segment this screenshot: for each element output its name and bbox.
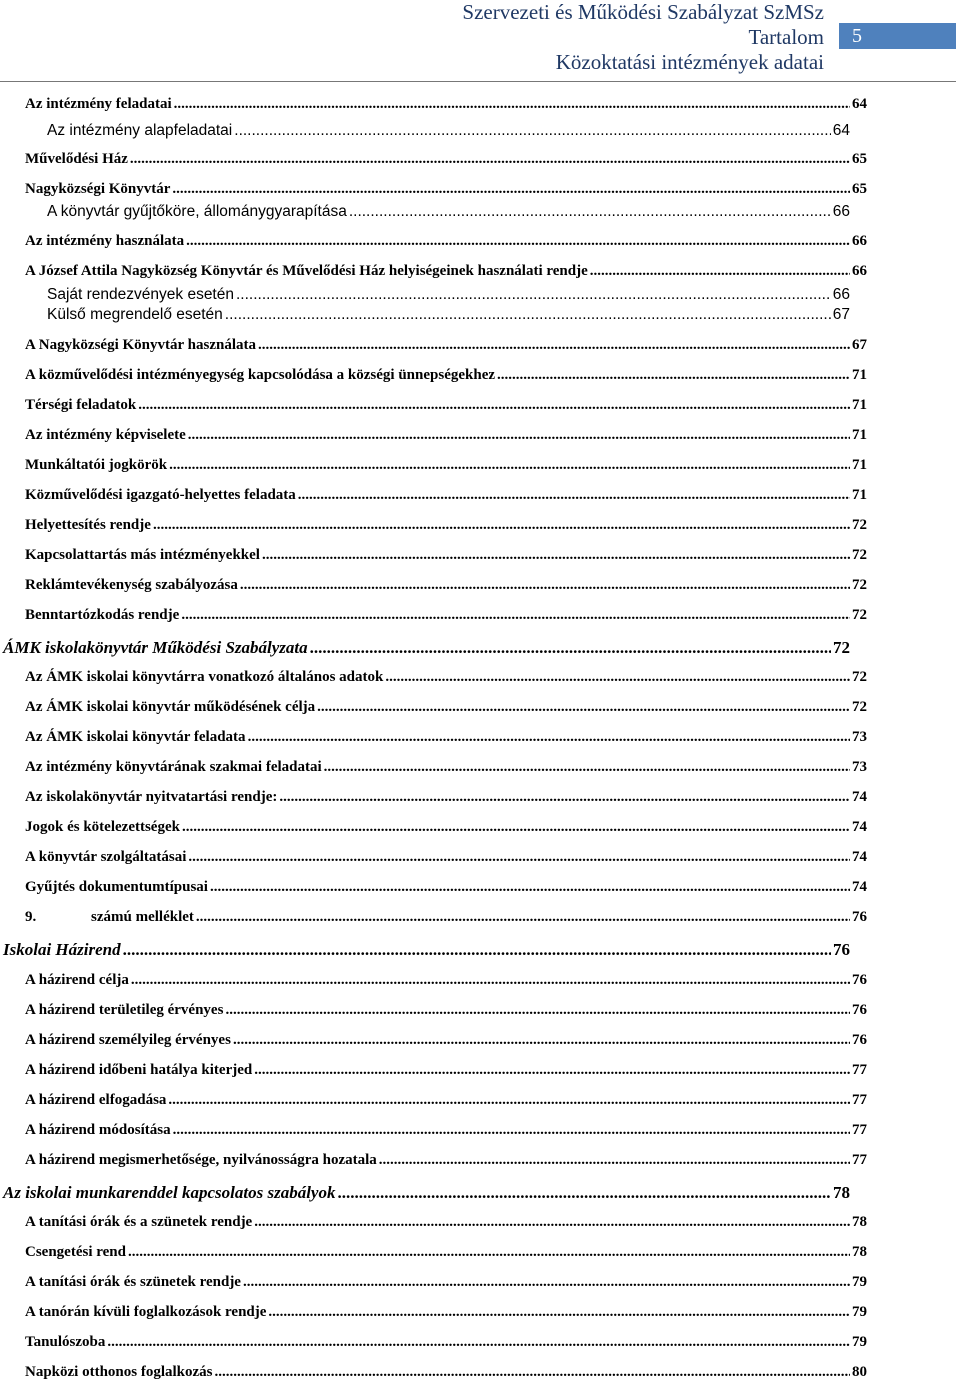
toc-entry[interactable]: [47, 203, 850, 229]
toc-entry[interactable]: [25, 972, 867, 998]
toc-entry-title: Az iskolai munkarenddel kapcsolatos szabályok: [3, 1183, 336, 1202]
dot-leader: [240, 577, 850, 594]
toc-entry-title: Benntartózkodás rendje: [25, 607, 180, 623]
toc-entry[interactable]: [25, 729, 867, 755]
toc-entry-title: A házirend elfogadása: [25, 1092, 167, 1108]
toc-entry-page: 79: [852, 1304, 867, 1320]
toc-entry-page: 78: [852, 1214, 867, 1230]
toc-entry-page: 72: [852, 607, 867, 623]
toc-entry[interactable]: [25, 233, 867, 259]
dot-leader: [169, 457, 850, 474]
toc-entry-title: Tanulószoba: [25, 1334, 106, 1350]
dot-leader: [262, 547, 850, 564]
toc-entry-page: 78: [852, 1244, 867, 1260]
toc-entry-title: Reklámtevékenység szabályozása: [25, 577, 238, 593]
toc-entry[interactable]: [3, 940, 850, 966]
toc-entry-title: Napközi otthonos foglalkozás: [25, 1364, 213, 1380]
toc-entry-page: 78: [833, 1183, 850, 1202]
toc-entry-title: Helyettesítés rendje: [25, 517, 151, 533]
toc-entry[interactable]: [25, 397, 867, 423]
toc-entry[interactable]: [25, 487, 867, 513]
toc-entry[interactable]: [25, 577, 867, 603]
toc-entry-title: Az ÁMK iskolai könyvtár feladata: [25, 729, 246, 745]
dot-leader: [123, 940, 831, 960]
toc-entry[interactable]: [25, 427, 867, 453]
dot-leader: [188, 427, 850, 444]
toc-entry[interactable]: [25, 607, 867, 633]
toc-entry[interactable]: [25, 151, 867, 177]
page-number-badge: 5: [839, 23, 956, 49]
dot-leader: [215, 1364, 850, 1381]
section-title: Tartalom: [748, 25, 824, 49]
toc-entry-page: 71: [852, 427, 867, 443]
dot-leader: [210, 879, 850, 896]
toc-entry-number: 9.: [25, 909, 37, 925]
toc-entry-title: A házirend célja: [25, 972, 129, 988]
toc-entry-page: 76: [852, 1032, 867, 1048]
toc-entry-title: A házirend megismerhetősége, nyilvánosságra hozatala: [25, 1152, 377, 1168]
document-title: Szervezeti és Működési Szabályzat SzMSz: [462, 0, 824, 24]
toc-entry-page: 72: [852, 577, 867, 593]
toc-entry[interactable]: [25, 1304, 867, 1330]
dot-leader: [385, 669, 850, 686]
toc-entry-page: 72: [852, 699, 867, 715]
toc-entry-title: A könyvtár szolgáltatásai: [25, 849, 187, 865]
dot-leader: [181, 607, 850, 624]
toc-entry-page: 76: [833, 940, 850, 959]
dot-leader: [172, 181, 850, 198]
toc-entry-title: Az intézmény használata: [25, 233, 185, 249]
toc-entry-title: Közművelődési igazgató-helyettes feladata: [25, 487, 296, 503]
toc-entry[interactable]: [25, 1334, 867, 1360]
header-titles: [462, 0, 824, 75]
toc-entry[interactable]: [25, 1214, 867, 1240]
toc-entry-text: számú melléklet: [91, 909, 194, 925]
subsection-title: Közoktatási intézmények adatai: [555, 50, 824, 74]
dot-leader: [310, 638, 831, 658]
toc-entry-title: Az intézmény könyvtárának szakmai feladatai: [25, 759, 322, 775]
toc-entry[interactable]: [3, 1183, 850, 1209]
toc-entry-title: A házirend területileg érvényes: [25, 1002, 224, 1018]
toc-entry-title: Saját rendezvények esetén: [47, 286, 234, 303]
dot-leader: [337, 1183, 831, 1203]
toc-entry-page: 64: [832, 122, 850, 139]
toc-entry-page: 71: [852, 487, 867, 503]
dot-leader: [497, 367, 850, 384]
toc-entry-page: 73: [852, 759, 867, 775]
toc-entry-title: Nagyközségi Könyvtár: [25, 181, 171, 197]
toc-entry-page: 72: [852, 547, 867, 563]
toc-entry[interactable]: [25, 1364, 867, 1390]
dot-leader: [182, 819, 850, 836]
toc-entry[interactable]: [25, 547, 867, 573]
toc-entry[interactable]: [3, 638, 850, 664]
page-header: [0, 0, 960, 86]
dot-leader: [225, 306, 831, 324]
toc-entry-page: 71: [852, 397, 867, 413]
toc-entry-page: 73: [852, 729, 867, 745]
dot-leader: [173, 1122, 850, 1139]
toc-entry-page: 77: [852, 1152, 867, 1168]
toc-entry-page: 67: [852, 337, 867, 353]
toc-entry-page: 71: [852, 367, 867, 383]
toc-entry[interactable]: [25, 1122, 867, 1148]
dot-leader: [138, 397, 850, 414]
dot-leader: [131, 972, 850, 989]
dot-leader: [248, 729, 850, 746]
toc-entry-title: Külső megrendelő esetén: [47, 306, 223, 323]
toc-entry-title: A közművelődési intézményegység kapcsolódása a községi ünnepségekhez: [25, 367, 496, 383]
dot-leader: [268, 1304, 850, 1321]
toc-entry-page: 65: [852, 181, 867, 197]
dot-leader: [130, 151, 850, 168]
toc-entry-page: 74: [852, 819, 867, 835]
dot-leader: [298, 487, 850, 504]
toc-entry-title: Az intézmény alapfeladatai: [47, 122, 233, 139]
toc-entry-page: 66: [832, 203, 850, 220]
toc-entry-page: 65: [852, 151, 867, 167]
toc-entry-page: 80: [852, 1364, 867, 1380]
toc-entry-page: 74: [852, 789, 867, 805]
toc-entry[interactable]: [25, 909, 867, 935]
toc-entry-title: Az ÁMK iskolai könyvtár működésének célja: [25, 699, 316, 715]
toc-entry[interactable]: [25, 849, 867, 875]
dot-leader: [236, 286, 831, 304]
toc-entry[interactable]: [47, 122, 850, 148]
toc-entry-title: A tanítási órák és szünetek rendje: [25, 1274, 241, 1290]
dot-leader: [243, 1274, 850, 1291]
toc-entry-title: Az intézmény feladatai: [25, 96, 172, 112]
dot-leader: [128, 1244, 850, 1261]
dot-leader: [153, 517, 850, 534]
toc-entry-page: 64: [852, 96, 867, 112]
toc-entry-title: Kapcsolattartás más intézményekkel: [25, 547, 260, 563]
toc-entry[interactable]: [25, 819, 867, 845]
dot-leader: [174, 96, 850, 113]
dot-leader: [379, 1152, 850, 1169]
toc-entry[interactable]: [25, 1244, 867, 1270]
toc-entry-page: 77: [852, 1122, 867, 1138]
dot-leader: [107, 1334, 850, 1351]
toc-entry-page: 71: [852, 457, 867, 473]
toc-entry-title: Az intézmény képviselete: [25, 427, 186, 443]
toc-entry[interactable]: [25, 337, 867, 363]
toc-entry[interactable]: [25, 1152, 867, 1178]
toc-entry-page: 77: [852, 1092, 867, 1108]
toc-entry[interactable]: [25, 457, 867, 483]
toc-entry[interactable]: [25, 669, 867, 695]
dot-leader: [234, 122, 830, 140]
toc-entry-title: A házirend személyileg érvényes: [25, 1032, 231, 1048]
dot-leader: [590, 263, 850, 280]
dot-leader: [324, 759, 850, 776]
toc-entry-title: A tanítási órák és a szünetek rendje: [25, 1214, 253, 1230]
toc-entry[interactable]: [25, 96, 867, 122]
toc-entry-title: ÁMK iskolakönyvtár Működési Szabályzata: [3, 638, 308, 657]
dot-leader: [168, 1092, 850, 1109]
toc-entry-page: 66: [852, 263, 867, 279]
dot-leader: [349, 203, 831, 221]
toc-entry-title: Csengetési rend: [25, 1244, 126, 1260]
toc-entry-title: Jogok és kötelezettségek: [25, 819, 180, 835]
toc-entry[interactable]: [25, 879, 867, 905]
dot-leader: [225, 1002, 850, 1019]
dot-leader: [196, 909, 850, 926]
toc-entry[interactable]: [25, 699, 867, 725]
toc-entry[interactable]: [25, 1032, 867, 1058]
toc-entry-title: A házirend időbeni hatálya kiterjed: [25, 1062, 253, 1078]
toc-entry-page: 76: [852, 1002, 867, 1018]
toc-entry-title: Iskolai Házirend: [3, 940, 121, 959]
toc-entry-title: Az ÁMK iskolai könyvtárra vonatkozó általános adatok: [25, 669, 384, 685]
toc-entry-page: 72: [833, 638, 850, 657]
toc-entry-title: Gyűjtés dokumentumtípusai: [25, 879, 208, 895]
toc-entry[interactable]: [25, 1092, 867, 1118]
dot-leader: [258, 337, 850, 354]
toc-entry-page: 72: [852, 669, 867, 685]
dot-leader: [233, 1032, 850, 1049]
dot-leader: [317, 699, 850, 716]
toc-entry-title: [25, 909, 194, 926]
dot-leader: [186, 233, 850, 250]
toc-entry-title: A tanórán kívüli foglalkozások rendje: [25, 1304, 267, 1320]
toc-entry-page: 76: [852, 909, 867, 925]
toc-entry[interactable]: [25, 517, 867, 543]
toc-entry-title: Az iskolakönyvtár nyitvatartási rendje:: [25, 789, 278, 805]
toc-entry-title: A József Attila Nagyközség Könyvtár és Művelődési Ház helyiségeinek használati rendje: [25, 263, 588, 279]
toc-entry-page: 66: [832, 286, 850, 303]
toc-entry-page: 67: [832, 306, 850, 323]
toc-entry-page: 74: [852, 849, 867, 865]
toc-entry-title: Művelődési Ház: [25, 151, 128, 167]
toc-entry-page: 76: [852, 972, 867, 988]
toc-entry-title: Térségi feladatok: [25, 397, 137, 413]
toc-entry-page: 79: [852, 1274, 867, 1290]
dot-leader: [254, 1062, 850, 1079]
toc-entry-page: 72: [852, 517, 867, 533]
dot-leader: [279, 789, 850, 806]
dot-leader: [254, 1214, 850, 1231]
toc-entry[interactable]: [25, 789, 867, 815]
toc-entry[interactable]: [25, 367, 867, 393]
dot-leader: [188, 849, 850, 866]
toc-entry[interactable]: [47, 306, 850, 332]
toc-entry-title: A könyvtár gyűjtőköre, állománygyarapítása: [47, 203, 347, 220]
toc-entry-page: 66: [852, 233, 867, 249]
header-divider: [0, 81, 956, 82]
toc-entry-title: A Nagyközségi Könyvtár használata: [25, 337, 256, 353]
toc-entry[interactable]: [25, 1062, 867, 1088]
toc-entry[interactable]: [25, 1002, 867, 1028]
toc-entry[interactable]: [25, 1274, 867, 1300]
toc-entry-page: 79: [852, 1334, 867, 1350]
toc-entry-page: 77: [852, 1062, 867, 1078]
toc-entry-page: 74: [852, 879, 867, 895]
toc-entry-title: A házirend módosítása: [25, 1122, 171, 1138]
toc-entry[interactable]: [25, 759, 867, 785]
toc-entry-title: Munkáltatói jogkörök: [25, 457, 168, 473]
